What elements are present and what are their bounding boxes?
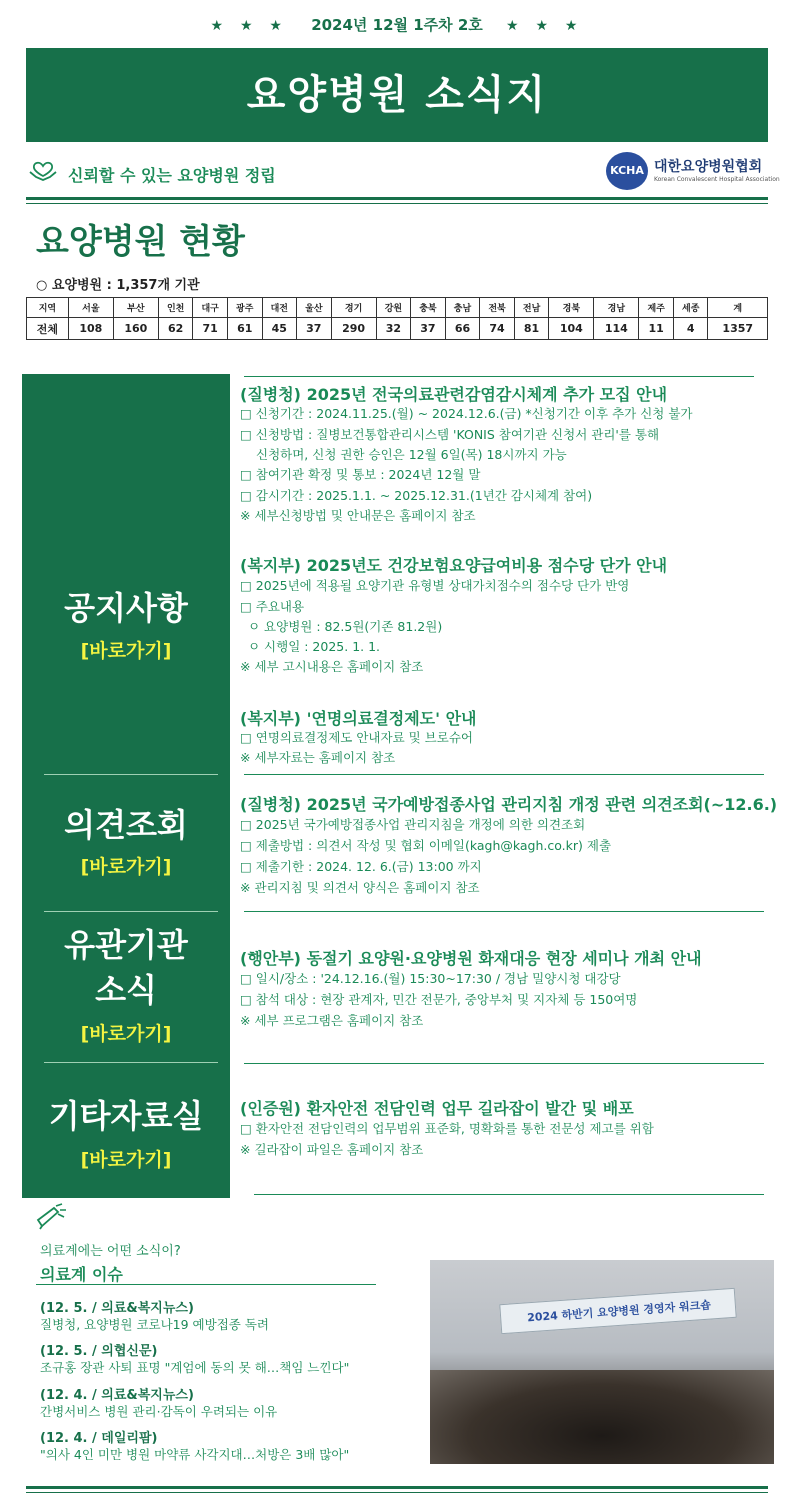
handshake-heart-icon — [28, 160, 58, 182]
news-headline[interactable]: 간병서비스 병원 관리·감독이 우려되는 이유 — [40, 1404, 278, 1419]
content-divider — [244, 376, 754, 377]
table-cell: 114 — [594, 318, 639, 340]
table-cell: 74 — [480, 318, 515, 340]
issues-title: 의료계 이슈 — [40, 1265, 123, 1284]
newsletter-title: 요양병원 소식지 — [26, 48, 768, 142]
table-cell: 32 — [376, 318, 411, 340]
opinion-line: □ 제출기한 : 2024. 12. 6.(금) 13:00 까지 — [240, 859, 482, 874]
table-cell: 108 — [68, 318, 113, 340]
logo-subtitle: Korean Convalescent Hospital Association — [654, 176, 780, 183]
table-header-cell: 대전 — [262, 298, 297, 318]
table-cell: 37 — [297, 318, 332, 340]
nav-related-news[interactable]: 소식 — [95, 971, 157, 1009]
issue-number: 2024년 12월 1주차 2호 — [311, 16, 483, 34]
notice-3-title[interactable]: (복지부) '연명의료결정제도' 안내 — [240, 709, 477, 728]
workshop-photo — [430, 1260, 774, 1464]
opinion-link[interactable]: [바로가기] — [80, 856, 172, 878]
table-header-cell: 서울 — [68, 298, 113, 318]
etc-link[interactable]: [바로가기] — [80, 1149, 172, 1171]
notice-3-line: ※ 세부자료는 홈페이지 참조 — [240, 750, 396, 765]
star-icons-left: ★ ★ ★ — [210, 18, 288, 34]
table-header-cell: 전남 — [514, 298, 549, 318]
notice-2-line: ㅇ 요양병원 : 82.5원(기존 81.2원) — [248, 619, 443, 634]
notice-1-line: □ 감시기간 : 2025.1.1. ~ 2025.12.31.(1년간 감시체계 참여) — [240, 488, 593, 503]
opinion-line: □ 제출방법 : 의견서 작성 및 협회 이메일(kagh@kagh.co.kr) 제출 — [240, 838, 612, 853]
opinion-line: ※ 관리지침 및 의견서 양식은 홈페이지 참조 — [240, 880, 480, 895]
photo-banner-text: 2024 하반기 요양병원 경영자 워크숍 — [526, 1298, 712, 1325]
notice-2-line: ※ 세부 고시내용은 홈페이지 참조 — [240, 659, 424, 674]
etc-line: □ 환자안전 전담인력의 업무범위 표준화, 명확화를 통한 전문성 제고를 위함 — [240, 1121, 654, 1136]
related-title[interactable]: (행안부) 동절기 요양원·요양병원 화재대응 현장 세미나 개최 안내 — [240, 949, 702, 968]
table-row — [27, 318, 768, 340]
table-header-cell: 강원 — [376, 298, 411, 318]
news-source: (12. 5. / 의료&복지뉴스) — [40, 1301, 194, 1316]
table-header-cell: 광주 — [227, 298, 262, 318]
table-header-cell: 지역 — [27, 298, 69, 318]
nav-etc[interactable]: 기타자료실 — [48, 1097, 204, 1135]
issues-divider — [36, 1284, 376, 1285]
notice-1-line: 신청하며, 신청 권한 승인은 12월 6일(목) 18시까지 가능 — [256, 447, 567, 462]
table-cell: 160 — [113, 318, 158, 340]
table-header-cell: 충북 — [411, 298, 446, 318]
region-stats-table — [26, 297, 768, 340]
table-cell: 104 — [549, 318, 594, 340]
notice-1-title[interactable]: (질병청) 2025년 전국의료관련감염감시체계 추가 모집 안내 — [240, 385, 668, 404]
nav-divider — [44, 911, 218, 912]
slogan: 신뢰할 수 있는 요양병원 정립 — [68, 166, 276, 185]
photo-banner — [499, 1288, 737, 1334]
table-cell: 1357 — [708, 318, 768, 340]
table-cell: 45 — [262, 318, 297, 340]
news-source: (12. 5. / 의협신문) — [40, 1344, 158, 1359]
association-logo[interactable] — [606, 152, 780, 192]
table-header-cell: 세종 — [673, 298, 708, 318]
hospital-count: ○ 요양병원 : 1,357개 기관 — [36, 278, 200, 293]
related-line: □ 참석 대상 : 현장 관계자, 민간 전문가, 중앙부처 및 지자체 등 150여명 — [240, 992, 638, 1007]
table-header-cell: 울산 — [297, 298, 332, 318]
table-cell: 62 — [158, 318, 193, 340]
table-cell: 81 — [514, 318, 549, 340]
footer-divider-thin — [26, 1492, 768, 1493]
photo-crowd — [430, 1370, 774, 1464]
news-headline[interactable]: 질병청, 요양병원 코로나19 예방접종 독려 — [40, 1317, 269, 1332]
notice-1-line: ※ 세부신청방법 및 안내문은 홈페이지 참조 — [240, 508, 476, 523]
nav-opinion[interactable]: 의견조회 — [64, 806, 188, 844]
table-header-cell: 경기 — [331, 298, 376, 318]
news-source: (12. 4. / 의료&복지뉴스) — [40, 1388, 194, 1403]
content-divider — [244, 911, 764, 912]
notice-3-line: □ 연명의료결정제도 안내자료 및 브로슈어 — [240, 730, 473, 745]
star-icons-right: ★ ★ ★ — [506, 18, 584, 34]
status-title: 요양병원 현황 — [36, 222, 245, 262]
nav-notice[interactable]: 공지사항 — [64, 589, 188, 627]
notice-1-line: □ 신청방법 : 질병보건통합관리시스템 'KONIS 참여기관 신청서 관리'를 통해 — [240, 427, 660, 442]
news-source: (12. 4. / 데일리팜) — [40, 1431, 158, 1446]
table-header-cell: 제주 — [639, 298, 674, 318]
notice-2-line: ㅇ 시행일 : 2025. 1. 1. — [248, 639, 381, 654]
table-header-cell: 경남 — [594, 298, 639, 318]
etc-line: ※ 길라잡이 파일은 홈페이지 참조 — [240, 1142, 424, 1157]
news-headline[interactable]: "의사 4인 미만 병원 마약류 사각지대…처방은 3배 많아" — [40, 1447, 350, 1462]
notice-2-title[interactable]: (복지부) 2025년도 건강보험요양급여비용 점수당 단가 안내 — [240, 556, 668, 575]
table-header-cell: 전북 — [480, 298, 515, 318]
table-cell: 61 — [227, 318, 262, 340]
table-header-cell: 충남 — [445, 298, 480, 318]
table-cell: 11 — [639, 318, 674, 340]
related-line: □ 일시/장소 : '24.12.16.(월) 15:30~17:30 / 경남 밀양시청 대강당 — [240, 971, 621, 986]
notice-1-line: □ 참여기관 확정 및 통보 : 2024년 12월 말 — [240, 467, 481, 482]
header-divider-thin — [26, 203, 768, 204]
table-cell: 66 — [445, 318, 480, 340]
related-link[interactable]: [바로가기] — [80, 1023, 172, 1045]
news-headline[interactable]: 조규홍 장관 사퇴 표명 "계엄에 동의 못 해…책임 느낀다" — [40, 1360, 350, 1375]
table-header-row — [27, 298, 768, 318]
logo-name: 대한요양병원협회 — [654, 159, 763, 175]
notice-2-line: □ 2025년에 적용될 요양기관 유형별 상대가치점수의 점수당 단가 반영 — [240, 578, 630, 593]
nav-divider — [44, 1062, 218, 1063]
footer-divider — [26, 1486, 768, 1489]
notice-2-line: □ 주요내용 — [240, 599, 305, 614]
table-header-cell: 경북 — [549, 298, 594, 318]
issues-question: 의료계에는 어떤 소식이? — [40, 1244, 181, 1259]
opinion-line: □ 2025년 국가예방접종사업 관리지침을 개정에 의한 의견조회 — [240, 817, 586, 832]
table-cell: 71 — [193, 318, 228, 340]
etc-title[interactable]: (인증원) 환자안전 전담인력 업무 길라잡이 발간 및 배포 — [240, 1099, 634, 1118]
content-divider — [244, 774, 764, 775]
table-cell: 4 — [673, 318, 708, 340]
nav-related[interactable]: 유관기관 — [64, 926, 188, 964]
related-line: ※ 세부 프로그램은 홈페이지 참조 — [240, 1013, 424, 1028]
table-cell: 전체 — [27, 318, 69, 340]
table-header-cell: 인천 — [158, 298, 193, 318]
content-divider — [244, 1063, 764, 1064]
header-divider — [26, 197, 768, 200]
table-header-cell: 대구 — [193, 298, 228, 318]
table-header-cell: 계 — [708, 298, 768, 318]
issue-line — [0, 14, 794, 35]
notice-1-line: □ 신청기간 : 2024.11.25.(월) ~ 2024.12.6.(금) *신청기간 이후 추가 신청 불가 — [240, 406, 693, 421]
logo-mark: KCHA — [606, 152, 648, 190]
content-divider — [254, 1194, 764, 1195]
notice-link[interactable]: [바로가기] — [80, 640, 172, 662]
table-header-cell: 부산 — [113, 298, 158, 318]
opinion-title[interactable]: (질병청) 2025년 국가예방접종사업 관리지침 개정 관련 의견조회(~12.6.) — [240, 795, 778, 814]
nav-divider — [44, 774, 218, 775]
category-nav — [22, 374, 230, 1198]
table-cell: 37 — [411, 318, 446, 340]
table-cell: 290 — [331, 318, 376, 340]
megaphone-icon — [34, 1202, 68, 1230]
